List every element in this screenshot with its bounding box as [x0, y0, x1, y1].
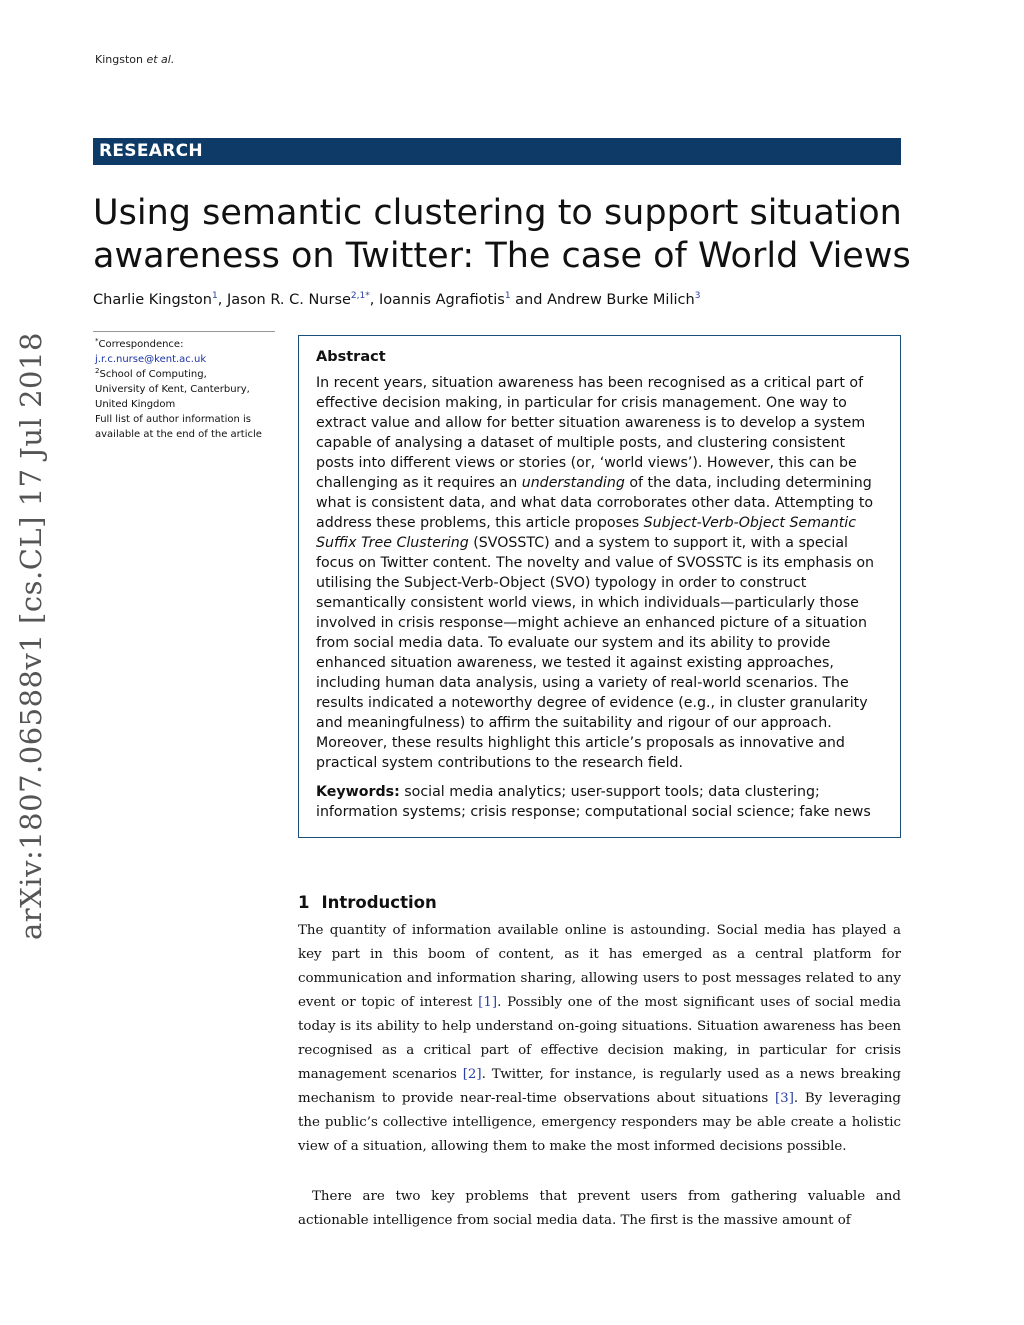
- affiliation-line: School of Computing,: [99, 369, 207, 380]
- paragraph-text: . Twitter, for instance, is regularly used as a news breaking mechanism to provide near-real-time observations about situations: [298, 1067, 901, 1106]
- running-head: [95, 53, 174, 66]
- arxiv-identifier: arXiv:1807.06588v1 [cs.CL] 17 Jul 2018: [14, 332, 48, 940]
- author-info-note: available at the end of the article: [95, 429, 262, 440]
- running-head-etal: et al.: [146, 53, 175, 66]
- author-name: Ioannis Agrafiotis: [378, 292, 505, 308]
- abstract-emphasis: Subject-Verb-Object Semantic Suffix Tree Clustering: [316, 515, 857, 551]
- author-separator: ,: [217, 292, 227, 308]
- running-head-author: Kingston: [95, 53, 143, 66]
- intro-paragraph: [298, 919, 901, 1159]
- affiliation-line: United Kingdom: [95, 399, 176, 410]
- affiliation-mark: 2: [95, 367, 100, 375]
- research-banner: [93, 138, 901, 165]
- keywords-list: social media analytics; user-support tools; data clustering; information systems; crisis response; computational social science; fake news: [316, 784, 871, 820]
- paper-title: Using semantic clustering to support situation awareness on Twitter: The case of World Views: [93, 193, 911, 276]
- author-separator: and: [510, 292, 548, 308]
- section-title: Introduction: [321, 893, 437, 912]
- intro-paragraph: There are two key problems that prevent users from gathering valuable and actionable intelligence from social media data. The first is the massive amount of: [298, 1189, 901, 1228]
- author-affil: 1: [211, 291, 218, 301]
- correspondence-email-link[interactable]: j.r.c.nurse@kent.ac.uk: [95, 354, 207, 365]
- keywords-label: Keywords:: [316, 784, 400, 800]
- paragraph-text: . By leveraging the public’s collective intelligence, emergency responders may be able create a holistic view of a situation, allowing them to make the most informed decisions possible.: [298, 1091, 901, 1154]
- abstract-heading: Abstract: [316, 349, 386, 365]
- correspondence-label: Correspondence:: [98, 339, 184, 350]
- author-separator: ,: [369, 292, 379, 308]
- abstract-text-part: of the data, including determining what is consistent data, and what data corroborates other data. Attempting to address these problems, this article proposes: [316, 475, 874, 531]
- section-number: 1: [298, 893, 310, 912]
- abstract-text-part: In recent years, situation awareness has been recognised as a critical part of effective decision making, in particular for crisis management. One way to extract value and allow for better situation awareness is to develop a system capable of analysing a dataset of multiple posts, and clustering consistent posts into different views or stories (or, ‘world views’). However, this can be challenging as it requires an: [316, 375, 866, 491]
- author-affil: 3: [694, 291, 701, 301]
- author-info-note: Full list of author information is: [95, 414, 251, 425]
- research-label: RESEARCH: [99, 141, 203, 161]
- abstract-text: [316, 373, 886, 773]
- keywords: [316, 782, 886, 822]
- side-notes: [95, 337, 285, 442]
- author-list: [93, 292, 700, 308]
- author-affil: 2,1*: [350, 291, 370, 301]
- abstract-text-part: (SVOSSTC) and a system to support it, with a special focus on Twitter content. The novelty and value of SVOSSTC is its emphasis on utilising the Subject-Verb-Object (SVO) typology in order to construct semantically consistent world views, in which individuals—particularly those involved in crisis response—might achieve an enhanced picture of a situation from social media data. To evaluate our system and its ability to provide enhanced situation awareness, we tested it against existing approaches, including human data analysis, using a variety of real-world scenarios. The results indicated a noteworthy degree of evidence (e.g., in cluster granularity and meaningfulness) to affirm the suitability and rigour of our approach. Moreover, these results highlight this article’s proposals as innovative and practical system contributions to the research field.: [316, 535, 874, 771]
- citation-link[interactable]: [2]: [462, 1067, 482, 1082]
- author-affil: 1: [504, 291, 511, 301]
- abstract-box: [298, 335, 901, 838]
- author-name: Jason R. C. Nurse: [226, 292, 351, 308]
- author-name: Charlie Kingston: [93, 292, 212, 308]
- paragraph-text: The quantity of information available online is astounding. Social media has played a key part in this boom of content, as it has emerged as a central platform for communication and information sharing, allowing users to post messages related to any event or topic of interest: [298, 923, 901, 1010]
- abstract-emphasis: understanding: [521, 475, 625, 491]
- affiliation-line: University of Kent, Canterbury,: [95, 384, 250, 395]
- paragraph-text: . Possibly one of the most significant uses of social media today is its ability to help understand on-going situations. Situation awareness has been recognised as a critical part of effective decision making, in particular for crisis management scenarios: [298, 995, 901, 1082]
- correspondence-mark: *: [95, 337, 99, 345]
- section-heading-introduction: [298, 893, 437, 912]
- side-notes-divider: [93, 331, 275, 332]
- citation-link[interactable]: [3]: [774, 1091, 794, 1106]
- citation-link[interactable]: [1]: [478, 995, 498, 1010]
- author-name: Andrew Burke Milich: [547, 292, 695, 308]
